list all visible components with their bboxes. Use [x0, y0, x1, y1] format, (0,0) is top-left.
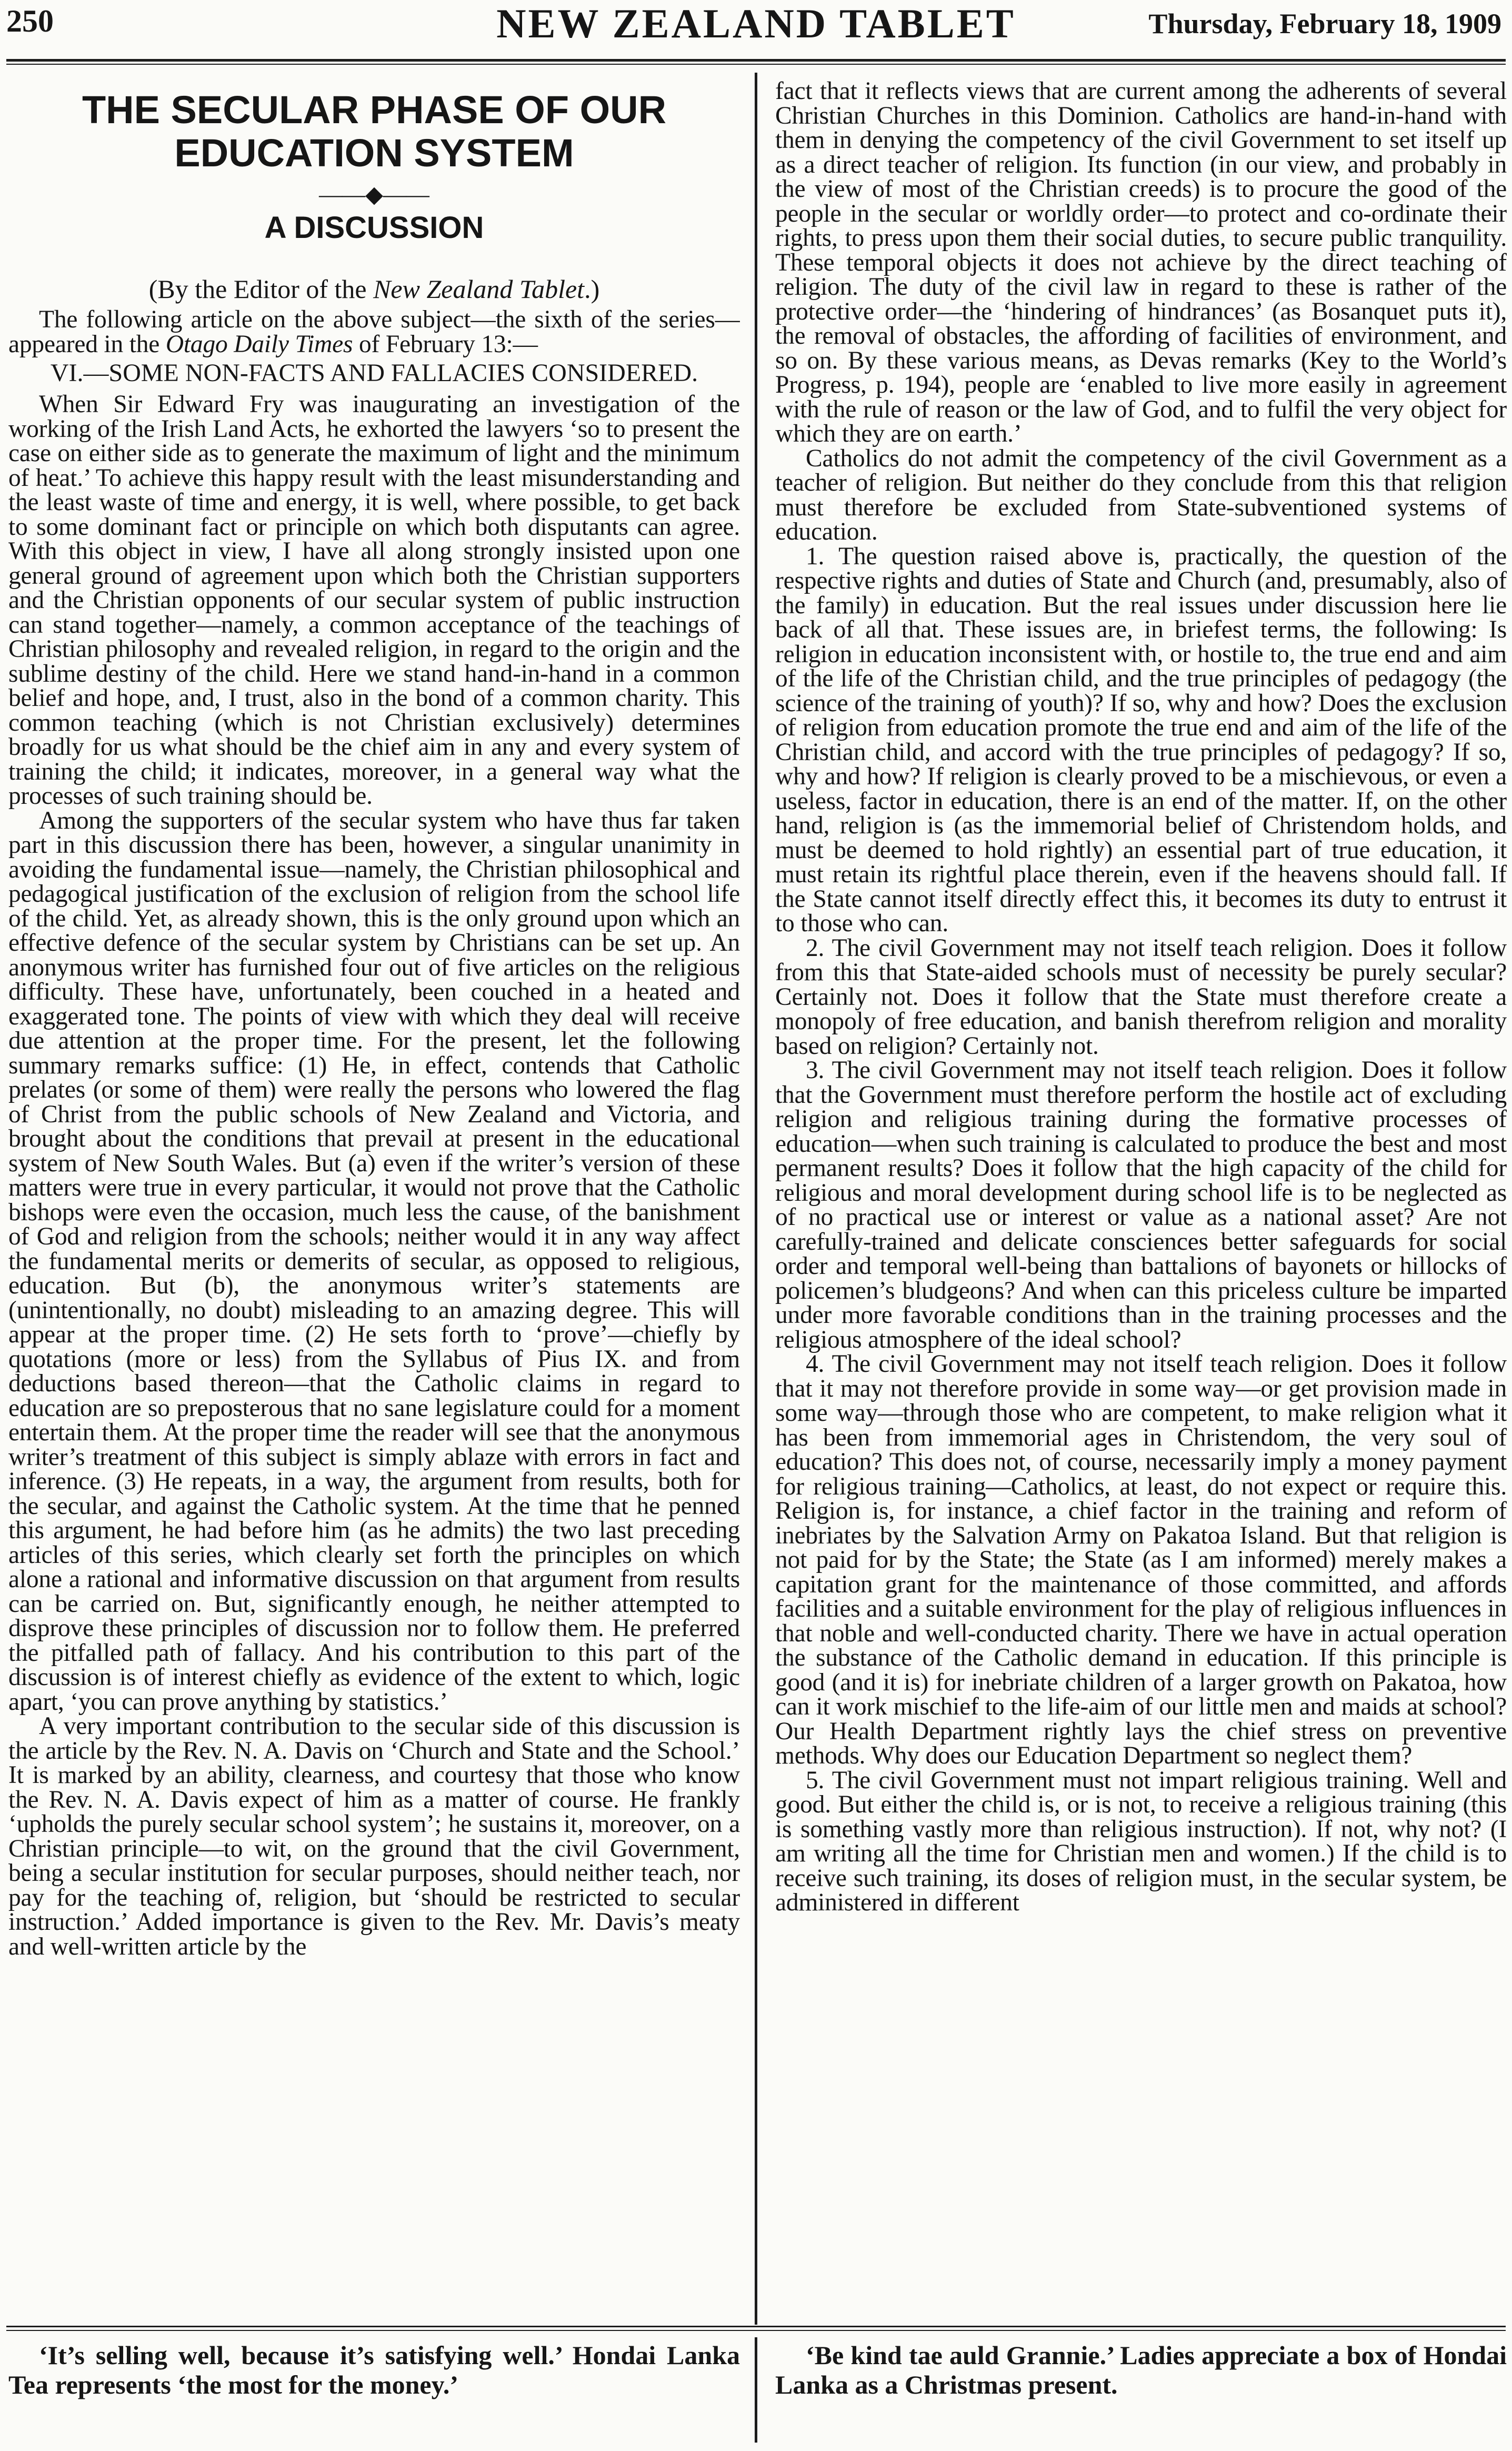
intro-note: The following article on the above subject—the sixth of the series—appeared in the Otago Daily Times of February 13:— — [8, 306, 740, 358]
advertisement-right: ‘Be kind tae auld Grannie.’ Ladies appreciate a box of Hondai Lanka as a Christmas present. — [775, 2340, 1507, 2399]
paragraph: When Sir Edward Fry was inaugurating an investigation of the working of the Irish Land Acts, he exhorted the lawyers ‘so to present the case on either side as to generate the maximum of light and the minimum of heat.’ To achieve this happy result with the least misunderstanding and the least waste of time and energy, it is well, where possible, to get back to some dominant fact or principle on which both disputants can agree. With this object in view, I have all along strongly insisted upon one general ground of agreement upon which both the Christian supporters and the Christian opponents of our secular system of public instruction can stand together—namely, a common acceptance of the teachings of Christian philosophy and revealed religion, in regard to the origin and the sublime destiny of the child. Here we stand hand-in-hand in a common belief and hope, and, I trust, also in the bond of a common charity. This common teaching (which is not Christian exclusively) determines broadly for us what should be the chief aim in any and every system of training the child; it indicates, moreover, in a general way what the processes of such training should be. — [8, 391, 740, 810]
left-column — [8, 79, 740, 2322]
column-divider — [755, 73, 757, 2325]
ornament-divider: ——◆—— — [319, 182, 429, 207]
footer-rule-thin — [6, 2330, 1506, 2331]
intro-paper: Otago Daily Times — [165, 330, 353, 358]
paragraph: 4. The civil Government may not itself teach religion. Does it follow that it may not therefore provide in some way—or get provision made in some way—through those who are competent, to make religion what it has been from immemorial ages in Christendom, the very soul of education? This does not, of course, necessarily imply a money payment for religious training—Catholics, at least, do not expect or require this. Religion is, for instance, a chief factor in the training and reform of inebriates by the Salvation Army on Pakatoa Island. But that religion is not paid for by the State; the State (as I am informed) merely makes a capitation grant for the maintenance of those committed, and affords facilities and a suitable environment for the play of religious influences in that noble and well-conducted charity. There we have in actual operation the substance of the Catholic demand in education. If this principle is good (and it is) for inebriate children of a larger growth on Pakatoa, how can it work mischief to the life-aim of our little men and maids at school? Our Health Department rightly lays the chief stress on preventive methods. Why does our Education Department so neglect them? — [775, 1350, 1507, 1769]
paragraph: 5. The civil Government must not impart religious training. Well and good. But either the child is, or is not, to receive a religious training (this is something vastly more than religious instruction). If not, why not? (I am writing all the time for Christian men and women.) If the child is to receive such training, its doses of religion must, in the secular system, be administered in different — [775, 1766, 1507, 1916]
paragraph: A very important contribution to the secular side of this discussion is the article by the Rev. N. A. Davis on ‘Church and State and the School.’ It is marked by an ability, clearness, and courtesy that those who know the Rev. N. A. Davis expect of him as a matter of course. He frankly ‘upholds the purely secular school system’; he sustains it, moreover, on a Christian principle—to wit, on the ground that the civil Government, being a secular institution for secular purposes, should neither teach, nor pay for the teaching of, religion, but ‘should be restricted to secular instruction.’ Added importance is given to the Rev. Mr. Davis’s meaty and well-written article by the — [8, 1712, 740, 1960]
issue-date: Thursday, February 18, 1909 — [1148, 8, 1501, 39]
header-rule-thin — [6, 64, 1506, 65]
header-rule — [6, 59, 1506, 62]
byline-paper: New Zealand Tablet — [373, 274, 585, 304]
masthead: NEW ZEALAND TABLET — [496, 1, 1016, 46]
paragraph: 1. The question raised above is, practically, the question of the respective rights and duties of State and Church (and, presumably, also of the family) in education. But the real issues under discussion here lie back of all that. These issues are, in briefest terms, the following: Is religion in education inconsistent with, or hostile to, the true end and aim of the life of the Christian child, and the true principles of pedagogy (the science of the training of youth)? If so, why and how? Does the exclusion of religion from education promote the true end and aim of the life of the Christian child, and accord with the true principles of pedagogy? If so, why and how? If religion is clearly proved to be a mischievous, or even a useless, factor in education, there is an end of the matter. If, on the other hand, religion is (as the immemorial belief of Christendom holds, and must be deemed to hold rightly) an essential part of true education, it must retain its rightful place therein, even if the heavens should fall. If the State cannot itself directly effect this, it becomes its duty to entrust it to those who can. — [775, 542, 1507, 937]
page-header — [6, 0, 1506, 63]
page-number: 250 — [6, 4, 54, 38]
right-column — [775, 79, 1507, 2322]
paragraph: Among the supporters of the secular system who have thus far taken part in this discussion there has been, however, a singular unanimity in avoiding the fundamental issue—namely, the Christian philosophical and pedagogical justification of the exclusion of religion from the school life of the child. Yet, as already shown, this is the only ground upon which an effective defence of the secular system by Christians can be set up. An anonymous writer has furnished four out of five articles on the religious difficulty. These have, unfortunately, been couched in a heated and exaggerated tone. The points of view with which they deal will receive due attention at the proper time. For the present, let the following summary remarks suffice: (1) He, in effect, contends that Catholic prelates (or some of them) were really the persons who lowered the flag of Christ from the public schools of New Zealand and Victoria, and brought about the conditions that prevail at present in the educational system of New South Wales. But (a) even if the writer’s version of these matters were true in every particular, it would not prove that the Catholic bishops were even the occasion, much less the cause, of the banishment of God and religion from the schools; neither would it in any way affect the fundamental merits or demerits of secular, as opposed to religious, education. But (b), the anonymous writer’s statements are (unintentionally, no doubt) misleading to an amazing degree. This will appear at the proper time. (2) He sets forth to ‘prove’—chiefly by quotations (more or less) from the Syllabus of Pius IX. and from deductions based thereon—that the Catholic claims in regard to education are so preposterous that no sane legislature could for a moment entertain them. At the proper time the reader will see that the anonymous writer’s treatment of this subject is simply ablaze with errors in fact and inference. (3) He repeats, in a way, the argument from results, both for the secular, and against the Catholic system. At the time that he penned this argument, he had before him (as he admits) the two last preceding articles of this series, which clearly set forth the principles on which alone a rational and informative discussion on that argument from results can be carried on. But, significantly enough, he neither attempted to disprove these principles of discussion nor to follow them. He preferred the pitfalled path of fallacy. And his contribution to this part of the discussion is of interest chiefly as evidence of the extent to which, logic apart, ‘you can prove anything by statistics.’ — [8, 806, 740, 1716]
paragraph: Catholics do not admit the competency of the civil Government as a teacher of religion. But neither do they conclude from this that religion must therefore be excluded from State-subventioned systems of education. — [775, 444, 1507, 545]
paragraph: fact that it reflects views that are current among the adherents of several Christian Churches in this Dominion. Catholics are hand-in-hand with them in denying the competency of the civil Government to set itself up as a direct teacher of religion. Its function (in our view, and probably in the view of most of the Christian creeds) is to procure the good of the people in the secular or worldly order—to protect and co-ordinate their rights, to press upon them their social duties, to secure public tranquility. These temporal objects it does not achieve by the direct teaching of religion. The duty of the civil law in regard to these is rather of the protective order—the ‘hindering of hindrances’ (as Bosanquet puts it), the removal of obstacles, the affording of facilities of environment, and so on. By these various means, as Devas remarks (Key to the World’s Progress, p. 194), people are ‘enabled to live more easily in agreement with the rule of reason or the law of God, and to fulfil the very object for which they are on earth.’ — [775, 79, 1507, 447]
paragraph: 3. The civil Government may not itself teach religion. Does it follow that the Government must therefore perform the hostile act of excluding religion and religious training during the formative processes of education—when such training is calculated to produce the best and most permanent results? Does it follow that the high capacity of the child for religious and moral development during school life is to be neglected as of no practical use or interest or value as a national asset? Are not carefully-trained and delicate consciences better safeguards for social order and temporal well-being than battalions of bayonets or hillocks of policemen’s bludgeons? And when can this priceless culture be imparted under more favorable conditions than in the training processes and the religious atmosphere of the ideal school? — [775, 1057, 1507, 1353]
byline — [8, 275, 740, 303]
article-title: THE SECULAR PHASE OF OUR EDUCATION SYSTEM — [82, 88, 667, 175]
article-subtitle: A DISCUSSION — [264, 211, 484, 245]
advertisement-left: ‘It’s selling well, because it’s satisfying well.’ Hondai Lanka Tea represents ‘the most for the money.’ — [8, 2340, 740, 2399]
paragraph: 2. The civil Government may not itself teach religion. Does it follow from this that State-aided schools must of necessity be purely secular? Certainly not. Does it follow that the State must therefore create a monopoly of free education, and banish therefrom religion and morality based on religion? Certainly not. — [775, 934, 1507, 1060]
ad-divider — [755, 2337, 757, 2443]
footer-rule — [6, 2326, 1506, 2327]
byline-suffix: .) — [584, 274, 600, 304]
section-heading: VI.—SOME NON-FACTS AND FALLACIES CONSIDERED. — [50, 359, 698, 387]
byline-prefix: (By the Editor of the — [148, 274, 374, 304]
